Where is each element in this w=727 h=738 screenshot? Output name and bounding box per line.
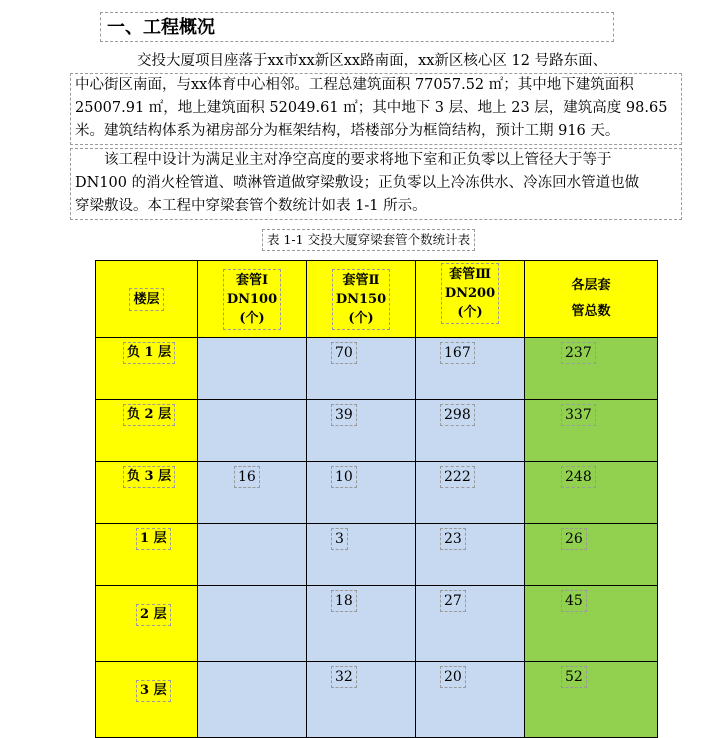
total-value: 45 bbox=[561, 590, 587, 612]
header-sleeve-3 bbox=[416, 261, 525, 338]
header-sleeve-2-line-2: DN150 bbox=[335, 291, 387, 307]
floor-cell bbox=[96, 338, 198, 400]
total-cell bbox=[525, 462, 658, 524]
paragraph-1-text-4: 米。建筑结构体系为裙房部分为框架结构，塔楼部分为框筒结构，预计工期 916 天。 bbox=[75, 123, 620, 139]
table-row bbox=[96, 586, 658, 662]
sleeve-2-value: 10 bbox=[331, 466, 357, 488]
sleeve-3-cell bbox=[416, 524, 525, 586]
header-sleeve-1-line-2: DN100 bbox=[226, 291, 278, 307]
sleeve-2-value: 18 bbox=[331, 590, 357, 612]
total-cell bbox=[525, 586, 658, 662]
sleeve-3-cell bbox=[416, 462, 525, 524]
table-row bbox=[96, 462, 658, 524]
paragraph-1-text-1: 交投大厦项目座落于xx市xx新区xx路南面，xx新区核心区 12 号路东面、 bbox=[137, 53, 608, 69]
header-sleeve-1-line-1: 套管Ⅰ bbox=[235, 272, 269, 288]
table-caption: 表 1-1 交投大厦穿梁套管个数统计表 bbox=[262, 229, 475, 251]
floor-cell bbox=[96, 462, 198, 524]
total-value: 337 bbox=[561, 404, 596, 426]
paragraph-2-text-2: DN100 的消火栓管道、喷淋管道做穿梁敷设；正负零以上冷冻供水、冷冻回水管道也做 bbox=[75, 175, 640, 191]
total-value: 52 bbox=[561, 666, 587, 688]
paragraph-1-body bbox=[70, 73, 682, 145]
sleeve-2-cell bbox=[307, 662, 416, 738]
table-row bbox=[96, 524, 658, 586]
header-floor-label: 楼层 bbox=[129, 288, 163, 311]
floor-label: 3 层 bbox=[136, 680, 171, 702]
sleeve-2-value: 3 bbox=[331, 528, 348, 550]
table-header-row bbox=[96, 261, 658, 338]
sleeve-1-cell bbox=[198, 462, 307, 524]
table-row bbox=[96, 662, 658, 738]
sleeve-2-value: 39 bbox=[331, 404, 357, 426]
sleeve-2-value: 32 bbox=[331, 666, 357, 688]
floor-cell bbox=[96, 524, 198, 586]
total-value: 248 bbox=[561, 466, 596, 488]
header-sleeve-1 bbox=[198, 261, 307, 338]
header-sleeve-3-line-1: 套管Ⅲ bbox=[449, 267, 491, 282]
section-heading: 一、工程概况 bbox=[100, 12, 614, 42]
total-value: 237 bbox=[561, 342, 596, 364]
sleeve-3-value: 298 bbox=[440, 404, 475, 426]
sleeve-3-value: 167 bbox=[440, 342, 475, 364]
sleeve-2-cell bbox=[307, 400, 416, 462]
floor-label: 负 1 层 bbox=[123, 342, 175, 364]
sleeve-3-value: 23 bbox=[440, 528, 466, 550]
sleeve-1-value: 16 bbox=[234, 466, 260, 488]
floor-label: 负 3 层 bbox=[123, 466, 175, 488]
total-cell bbox=[525, 524, 658, 586]
sleeve-2-cell bbox=[307, 462, 416, 524]
sleeve-1-cell bbox=[198, 524, 307, 586]
header-sleeve-1-line-3: (个) bbox=[239, 310, 265, 326]
sleeve-2-value: 70 bbox=[331, 342, 357, 364]
sleeve-3-cell bbox=[416, 400, 525, 462]
total-cell bbox=[525, 400, 658, 462]
floor-label: 2 层 bbox=[136, 604, 171, 626]
floor-label: 1 层 bbox=[136, 528, 171, 550]
table-row bbox=[96, 400, 658, 462]
header-floor bbox=[96, 261, 198, 338]
paragraph-2-text-3: 穿梁敷设。本工程中穿梁套管个数统计如表 1-1 所示。 bbox=[75, 198, 427, 214]
paragraph-2-text-1: 该工程中设计为满足业主对净空高度的要求将地下室和正负零以上管径大于等于 bbox=[104, 152, 612, 168]
sleeve-3-value: 27 bbox=[440, 590, 466, 612]
sleeve-1-cell bbox=[198, 662, 307, 738]
header-total-line-1: 各层套 bbox=[571, 278, 611, 293]
total-value: 26 bbox=[561, 528, 587, 550]
header-sleeve-3-box bbox=[441, 263, 499, 324]
floor-cell bbox=[96, 400, 198, 462]
paragraph-1-line-1 bbox=[100, 50, 614, 73]
header-sleeve-2-line-1: 套管Ⅱ bbox=[342, 272, 380, 288]
paragraph-1-text-2: 中心街区南面，与xx体育中心相邻。工程总建筑面积 77057.52 ㎡；其中地下建筑面积 bbox=[75, 77, 634, 93]
header-sleeve-2 bbox=[307, 261, 416, 338]
header-sleeve-3-line-2: DN200 bbox=[444, 286, 496, 301]
floor-cell bbox=[96, 586, 198, 662]
sleeve-3-value: 222 bbox=[440, 466, 475, 488]
total-cell bbox=[525, 338, 658, 400]
sleeve-count-table bbox=[95, 260, 658, 738]
total-cell bbox=[525, 662, 658, 738]
sleeve-1-cell bbox=[198, 586, 307, 662]
sleeve-3-cell bbox=[416, 662, 525, 738]
sleeve-3-value: 20 bbox=[440, 666, 466, 688]
header-sleeve-3-line-3: (个) bbox=[457, 305, 483, 320]
floor-label: 负 2 层 bbox=[123, 404, 175, 426]
table-row bbox=[96, 338, 658, 400]
sleeve-1-cell bbox=[198, 400, 307, 462]
sleeve-3-cell bbox=[416, 586, 525, 662]
sleeve-2-cell bbox=[307, 524, 416, 586]
paragraph-2 bbox=[70, 148, 682, 220]
sleeve-2-cell bbox=[307, 586, 416, 662]
sleeve-1-cell bbox=[198, 338, 307, 400]
paragraph-1-text-3: 25007.91 ㎡，地上建筑面积 52049.61 ㎡；其中地下 3 层、地上 23 层，建筑高度 98.65 bbox=[75, 100, 668, 116]
sleeve-2-cell bbox=[307, 338, 416, 400]
header-sleeve-2-line-3: (个) bbox=[348, 310, 374, 326]
header-sleeve-1-box bbox=[223, 269, 281, 330]
header-sleeve-2-box bbox=[332, 269, 390, 330]
header-total bbox=[525, 261, 658, 338]
sleeve-3-cell bbox=[416, 338, 525, 400]
floor-cell bbox=[96, 662, 198, 738]
header-total-line-2: 管总数 bbox=[571, 304, 611, 319]
